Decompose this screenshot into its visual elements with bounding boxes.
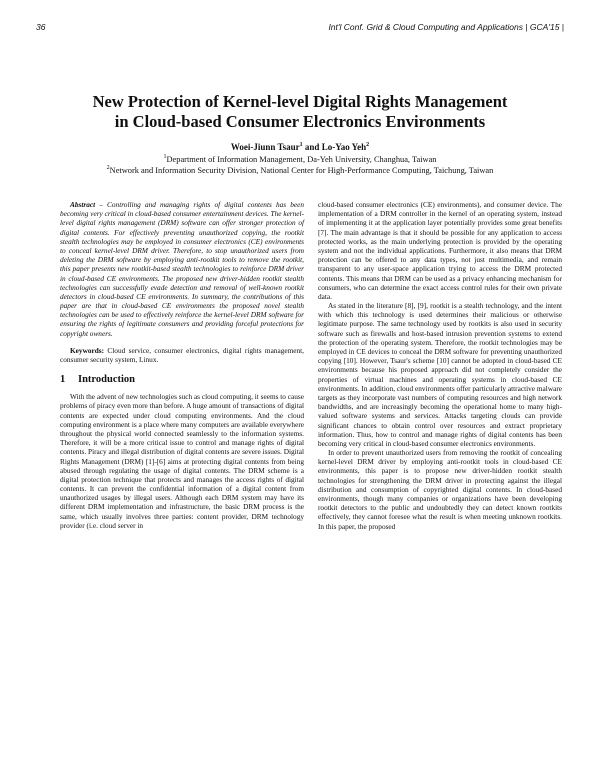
author-affil-mark: 2 <box>366 142 370 148</box>
body-paragraph: As stated in the literature [8], [9], rootkit is a stealth technology, and the intent with which this technology is used determines their malicious or otherwise legitimate purpose. The same technology used by rootkits is also used in security software such as firewalls and host-based intrusion prevention systems to extend the protection of the operating system. Therefore, the rootkit technologies may be employed in CE devices to conceal the DRM software for preventing unauthorized copying [10]. However, Tsaur's scheme [10] cannot be adopted in cloud-based CE environments because his proposed approach did not completely consider the properties of virtual machines and operating systems in cloud-based CE environments. In addition, cloud environments offer particularly attractive malware targets as they incorporate vast numbers of computing resources and high network bandwidths, and are increasingly becoming the operational home to many high-valued software systems and services. Attacks targeting clouds can provide significant chances to obtain control over resources and extract proprietary information. Thus, how to control and manage rights of digital contents has been becoming very critical in cloud-based consumer electronics environments. <box>318 301 562 448</box>
abstract-text: – Controlling and managing rights of digital contents has been becoming very critical in cloud-based consumer entertainment devices. The kernel-level digital rights management (DRM) software can offer stronger protection of digital contents. For effectively preventing unauthorized copying, the rootkit stealth technologies may be employed in consumer electronics (CE) environments to conceal kernel-level DRM driver. Therefore, to stop unauthorized users from deleting the DRM software by employing anti-rootkit tools to remove the rootkit, this paper presents new rootkit-based stealth technologies to reinforce DRM driver in cloud-based CE environments. The proposed new driver-hidden rootkit stealth technologies can successfully evade detection and removal of well-known rootkit detectors in cloud-based CE environments. In summary, the contributions of this paper are that in cloud-based CE environments the proposed novel stealth technologies can be used to effectively reinforce the kernel-level DRM software for ensuring the rights of legitimate consumers and providing forceful protections for copyright owners. <box>60 200 304 338</box>
left-column <box>60 200 304 530</box>
author-affil-mark: 1 <box>299 142 303 148</box>
affiliation-mark: 2 <box>106 165 110 172</box>
section-number: 1 <box>60 374 66 386</box>
body-paragraph: With the advent of new technologies such as cloud computing, it seems to cause problems of piracy even more than before. A huge amount of transactions of digital contents are expected under cloud computing environments. And the cloud computing environment is a place where many computers are available everywhere throughout the physical world connected seamlessly to the information systems. Therefore, it will be a more critical issue to control and manage rights of digital contents. Piracy and illegal distribution of digital contents are severe issues. Digital Rights Management (DRM) [1]-[6] aims at protecting digital contents from being abused through regulating the usage of digital contents. The DRM scheme is a digital protection technique that protects and manages the access rights of digital contents. It can prevent the confidential information of a digital content from unauthorized usages by illegal users. Although each DRM system may have its different DRM implementation and infrastructure, the basic DRM process is the same, which usually involves three parties: content provider, DRM technology provider (i.e. cloud server in <box>60 392 304 530</box>
running-head: Int'l Conf. Grid & Cloud Computing and Applications | GCA'15 | <box>328 22 564 32</box>
affiliations <box>20 154 580 176</box>
author-conjunction: and <box>302 142 322 152</box>
section-heading <box>60 373 304 386</box>
affiliation-text: Network and Information Security Division, National Center for High-Performance Computing, Taichung, Taiwan <box>109 166 494 175</box>
title-line: New Protection of Kernel-level Digital Rights Management <box>92 92 508 111</box>
affiliation-mark: 1 <box>163 154 167 161</box>
page-number: 36 <box>36 22 46 32</box>
author-name: Woei-Jiunn Tsaur <box>230 142 300 152</box>
title-line: in Cloud-based Consumer Electronics Environments <box>114 112 486 131</box>
keywords-text: Cloud service, consumer electronics, digital rights management, consumer security system, Linux. <box>60 345 304 364</box>
abstract-label: Abstract <box>70 200 96 209</box>
author-line <box>20 142 580 153</box>
keywords <box>60 346 304 364</box>
body-paragraph: cloud-based consumer electronics (CE) environments), and consumer device. The implementation of a DRM controller in the kernel of an operating system, instead of implementing it at the application layer potentially provides some great benefits [7]. The main advantage is that it should be possible for any application to access protected works, as the main underlying protection is provided by the operating system and not the individual applications. Furthermore, it also means that DRM protection can be offered to any data types, not just multimedia, and remain transparent to any user-space application trying to access the DRM protected contents. This means that DRM can be used as a privacy enhancing mechanism for consumers, who can determine the exact access control rules for their own private data. <box>318 200 562 301</box>
affiliation-text: Department of Information Management, Da-Yeh University, Changhua, Taiwan <box>166 155 437 164</box>
affiliation <box>20 154 580 165</box>
section-title: Introduction <box>78 374 135 386</box>
keywords-label: Keywords: <box>70 345 105 355</box>
abstract <box>60 200 304 338</box>
author-name: Lo-Yao Yeh <box>321 142 367 152</box>
body-paragraph: In order to prevent unauthorized users from removing the rootkit of concealing kernel-level DRM driver by employing anti-rootkit tools in cloud-based CE environments, this paper is to propose new driver-hidden rootkit stealth technologies for strengthening the DRM driver in protecting against the illegal distribution and consumption of copyrighted digital contents. In cloud-based environments, though many companies or organizations have been developing rootkit detectors to the public and undoubtedly they can detect known rootkits effectively, they cannot foresee what the result is when meeting unknown rootkits. In this paper, the proposed <box>318 448 562 531</box>
affiliation <box>20 165 580 176</box>
right-column <box>318 200 562 531</box>
paper-title <box>40 92 560 132</box>
running-header <box>36 22 564 36</box>
